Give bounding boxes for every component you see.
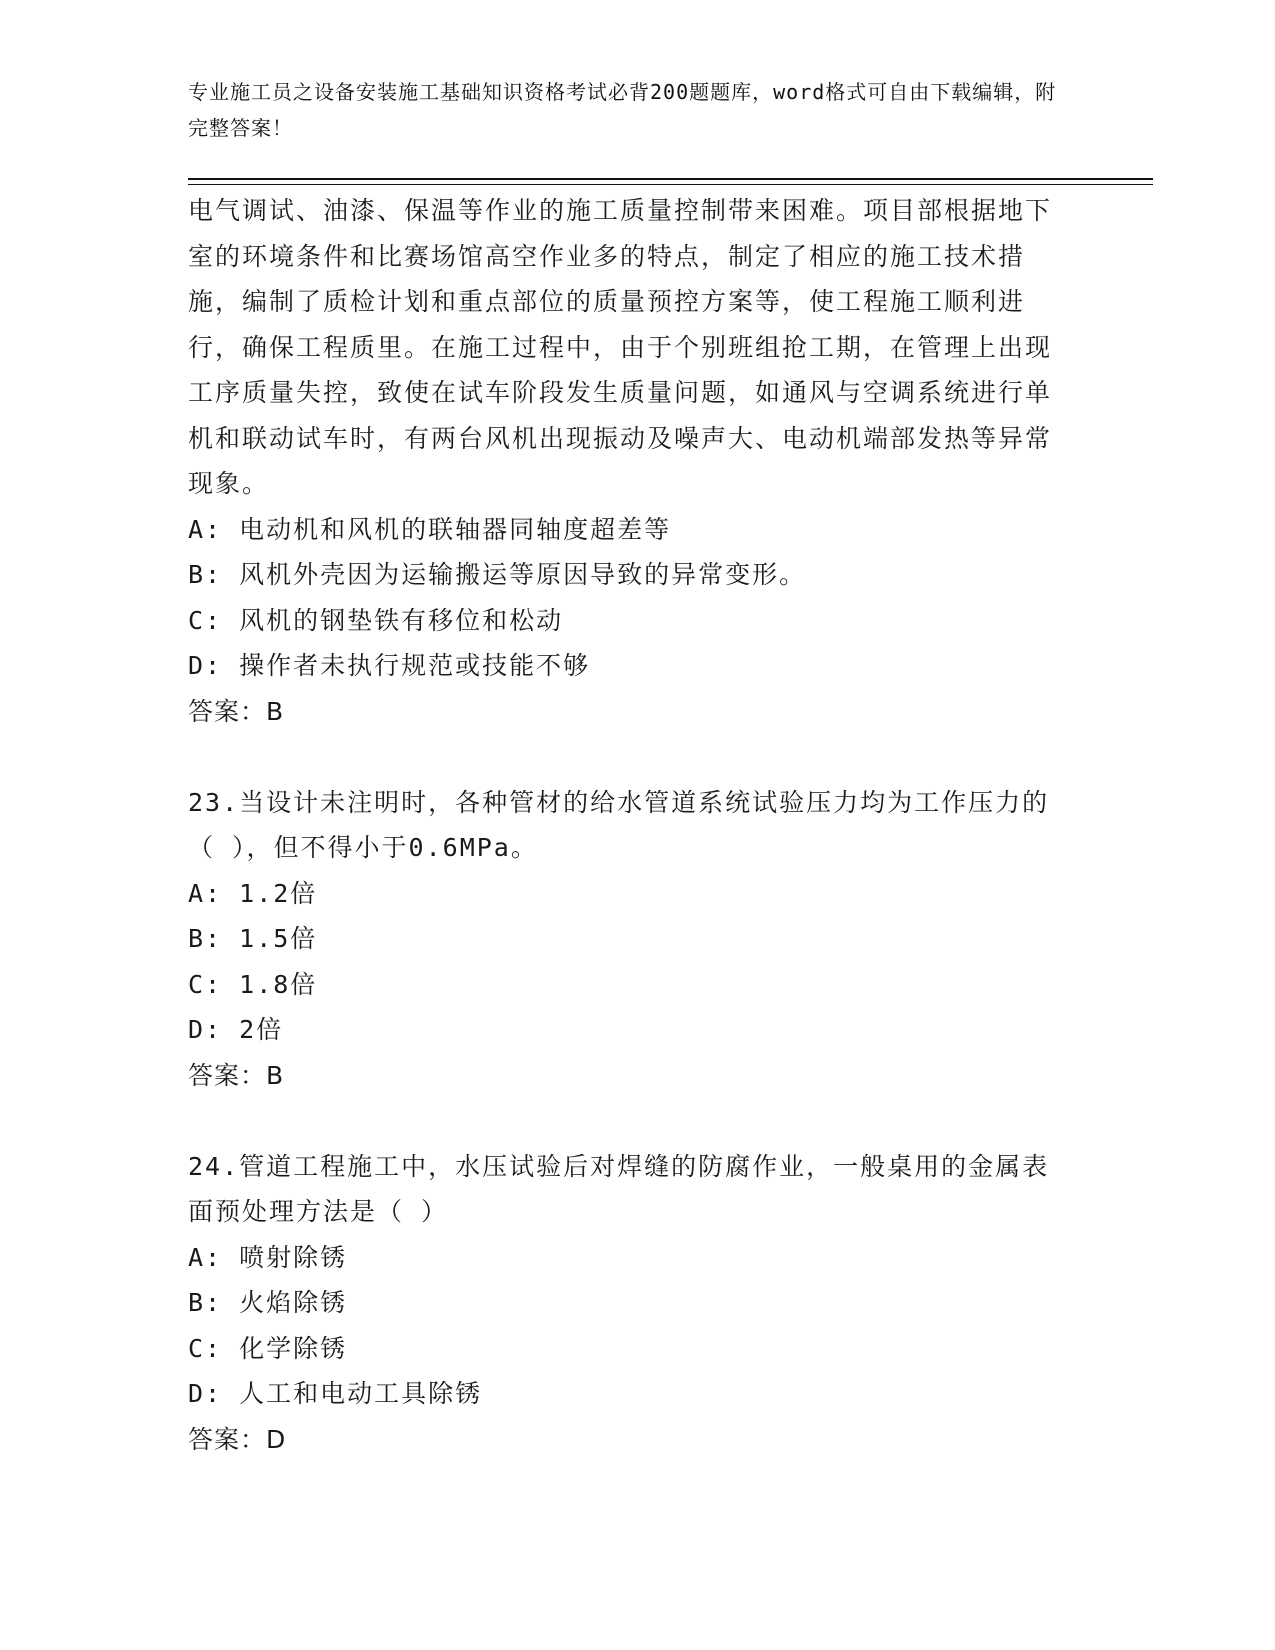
header-divider-thick bbox=[188, 178, 1153, 180]
option-d: D: 操作者未执行规范或技能不够 bbox=[188, 651, 591, 680]
question-23 bbox=[188, 780, 1068, 1099]
option-a: A: 电动机和风机的联轴器同轴度超差等 bbox=[188, 514, 672, 544]
answer: 答案：D bbox=[188, 1424, 287, 1454]
question-22 bbox=[188, 188, 1068, 734]
spacer bbox=[188, 734, 1068, 780]
option-c: C: 1.8倍 bbox=[188, 969, 318, 999]
option-a: A: 1.2倍 bbox=[188, 878, 318, 908]
option-d: D: 人工和电动工具除锈 bbox=[188, 1379, 483, 1408]
answer: 答案：B bbox=[188, 696, 285, 726]
question-stem: 24.管道工程施工中，水压试验后对焊缝的防腐作业，一般桌用的金属表面预处理方法是（ ） bbox=[188, 1151, 1050, 1226]
question-stem: 23.当设计未注明时，各种管材的给水管道系统试验压力均为工作压力的（ ），但不得小于0.6MPa。 bbox=[188, 787, 1050, 862]
option-d: D: 2倍 bbox=[188, 1015, 284, 1044]
header-divider-thin bbox=[188, 184, 1153, 185]
answer: 答案：B bbox=[188, 1060, 285, 1090]
option-c: C: 风机的钢垫铁有移位和松动 bbox=[188, 605, 564, 635]
option-c: C: 化学除锈 bbox=[188, 1333, 348, 1363]
question-24 bbox=[188, 1144, 1068, 1463]
question-content bbox=[188, 188, 1068, 1462]
question-stem: 电气调试、油漆、保温等作业的施工质量控制带来困难。项目部根据地下室的环境条件和比赛场馆高空作业多的特点，制定了相应的施工技术措施，编制了质检计划和重点部位的质量预控方案等，使工程施工顺利进行，确保工程质里。在施工过程中，由于个别班组抢工期，在管理上出现工序质量失控，致使在试车阶段发生质量问题，如通风与空调系统进行单机和联动试车时，有两台风机出现振动及噪声大、电动机端部发热等异常现象。 bbox=[188, 196, 1053, 498]
spacer bbox=[188, 1098, 1068, 1144]
option-a: A: 喷射除锈 bbox=[188, 1242, 348, 1272]
document-header: 专业施工员之设备安装施工基础知识资格考试必背200题题库，word格式可自由下载编辑，附完整答案！ bbox=[188, 80, 1057, 140]
option-b: B: 1.5倍 bbox=[188, 924, 318, 953]
option-b: B: 火焰除锈 bbox=[188, 1288, 348, 1317]
option-b: B: 风机外壳因为运输搬运等原因导致的异常变形。 bbox=[188, 560, 807, 589]
